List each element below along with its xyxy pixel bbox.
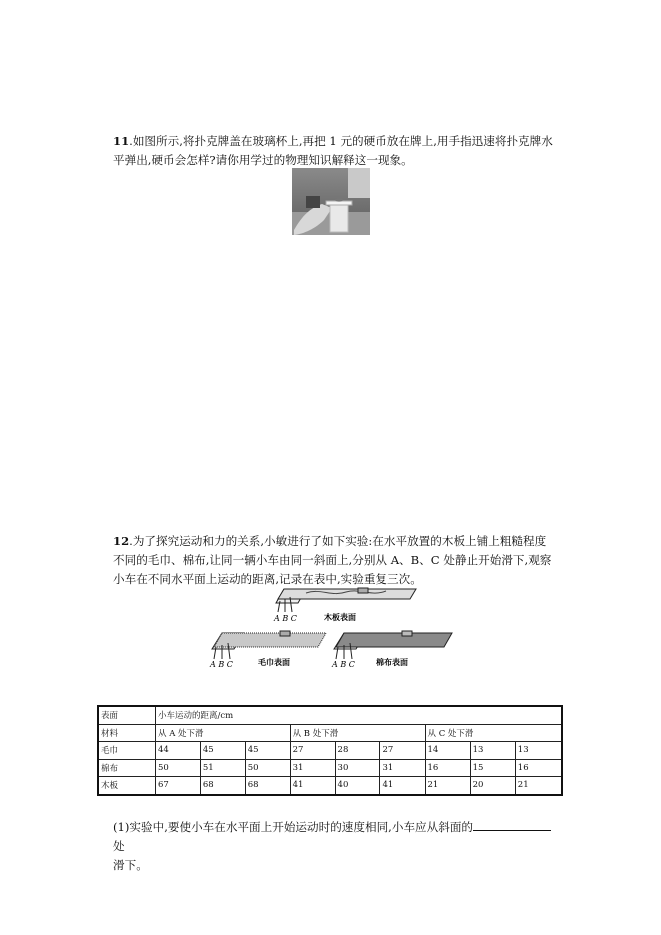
table-cell: 40 — [335, 777, 380, 795]
table-cell: 材料 — [98, 724, 156, 742]
table-cell: 从 C 处下滑 — [425, 724, 562, 742]
table-cell: 小车运动的距离/cm — [156, 706, 563, 724]
board-label: 木板表面 — [324, 612, 356, 622]
table-cell: 31 — [380, 759, 425, 777]
board-label: 毛巾表面 — [258, 657, 290, 667]
table-cell: 28 — [335, 742, 380, 760]
table-cell: 50 — [156, 759, 201, 777]
board-label: 棉布表面 — [376, 657, 408, 667]
table-cell: 51 — [200, 759, 245, 777]
table-cell: 68 — [200, 777, 245, 795]
table-cell: 30 — [335, 759, 380, 777]
distance-table — [97, 705, 563, 796]
table-cell: 毛巾 — [98, 742, 156, 760]
table-cell: 木板 — [98, 777, 156, 795]
table-row — [98, 742, 562, 760]
abc-label: A B C — [274, 614, 297, 623]
table-cell: 16 — [515, 759, 562, 777]
question-12 — [113, 532, 553, 589]
table-cell: 27 — [290, 742, 335, 760]
abc-label: A B C — [210, 660, 233, 669]
table-cell: 从 B 处下滑 — [290, 724, 425, 742]
table-cell: 44 — [156, 742, 201, 760]
table-cell: 68 — [245, 777, 290, 795]
table-cell: 31 — [290, 759, 335, 777]
table-cell: 15 — [470, 759, 515, 777]
table-cell: 45 — [200, 742, 245, 760]
table-cell: 41 — [290, 777, 335, 795]
question-text: .为了探究运动和力的关系,小敏进行了如下实验:在水平放置的木板上铺上粗糙程度不同的毛巾、棉布,让同一辆小车由同一斜面上,分别从 A、B、C 处静止开始滑下,观察小车在不同水平面上运动的距离,记录在表中,实验重复三次。 — [113, 534, 552, 586]
table-cell: 棉布 — [98, 759, 156, 777]
table-cell: 20 — [470, 777, 515, 795]
abc-label: A B C — [332, 660, 355, 669]
table-cell: 50 — [245, 759, 290, 777]
table-row — [98, 724, 562, 742]
sub-question-text: 滑下。 — [113, 858, 148, 872]
table-cell: 41 — [380, 777, 425, 795]
table-cell: 27 — [380, 742, 425, 760]
table-cell: 45 — [245, 742, 290, 760]
table-cell: 表面 — [98, 706, 156, 724]
cotton-board-setup — [331, 631, 452, 669]
table-row — [98, 759, 562, 777]
sub-question-1 — [113, 818, 553, 875]
card-glass-photo — [292, 168, 370, 235]
table-cell: 67 — [156, 777, 201, 795]
incline-experiment-figure — [206, 585, 456, 670]
table-cell: 13 — [515, 742, 562, 760]
sub-question-text: 处 — [113, 839, 125, 853]
table-cell: 21 — [515, 777, 562, 795]
sub-question-text: (1)实验中,要使小车在水平面上开始运动时的速度相同,小车应从斜面的 — [113, 820, 474, 834]
table-cell: 21 — [425, 777, 470, 795]
question-number: 12 — [113, 534, 130, 548]
table-row — [98, 777, 562, 795]
table-cell: 16 — [425, 759, 470, 777]
question-number: 11 — [113, 134, 130, 148]
answer-blank[interactable] — [473, 818, 551, 831]
table-cell: 14 — [425, 742, 470, 760]
table-cell: 13 — [470, 742, 515, 760]
table-row — [98, 706, 562, 724]
question-11 — [113, 132, 553, 170]
towel-board-setup — [209, 631, 326, 669]
wood-board-setup — [273, 588, 416, 623]
table-cell: 从 A 处下滑 — [156, 724, 291, 742]
question-text: .如图所示,将扑克牌盖在玻璃杯上,再把 1 元的硬币放在牌上,用手指迅速将扑克牌水平弹出,硬币会怎样?请你用学过的物理知识解释这一现象。 — [113, 134, 553, 167]
